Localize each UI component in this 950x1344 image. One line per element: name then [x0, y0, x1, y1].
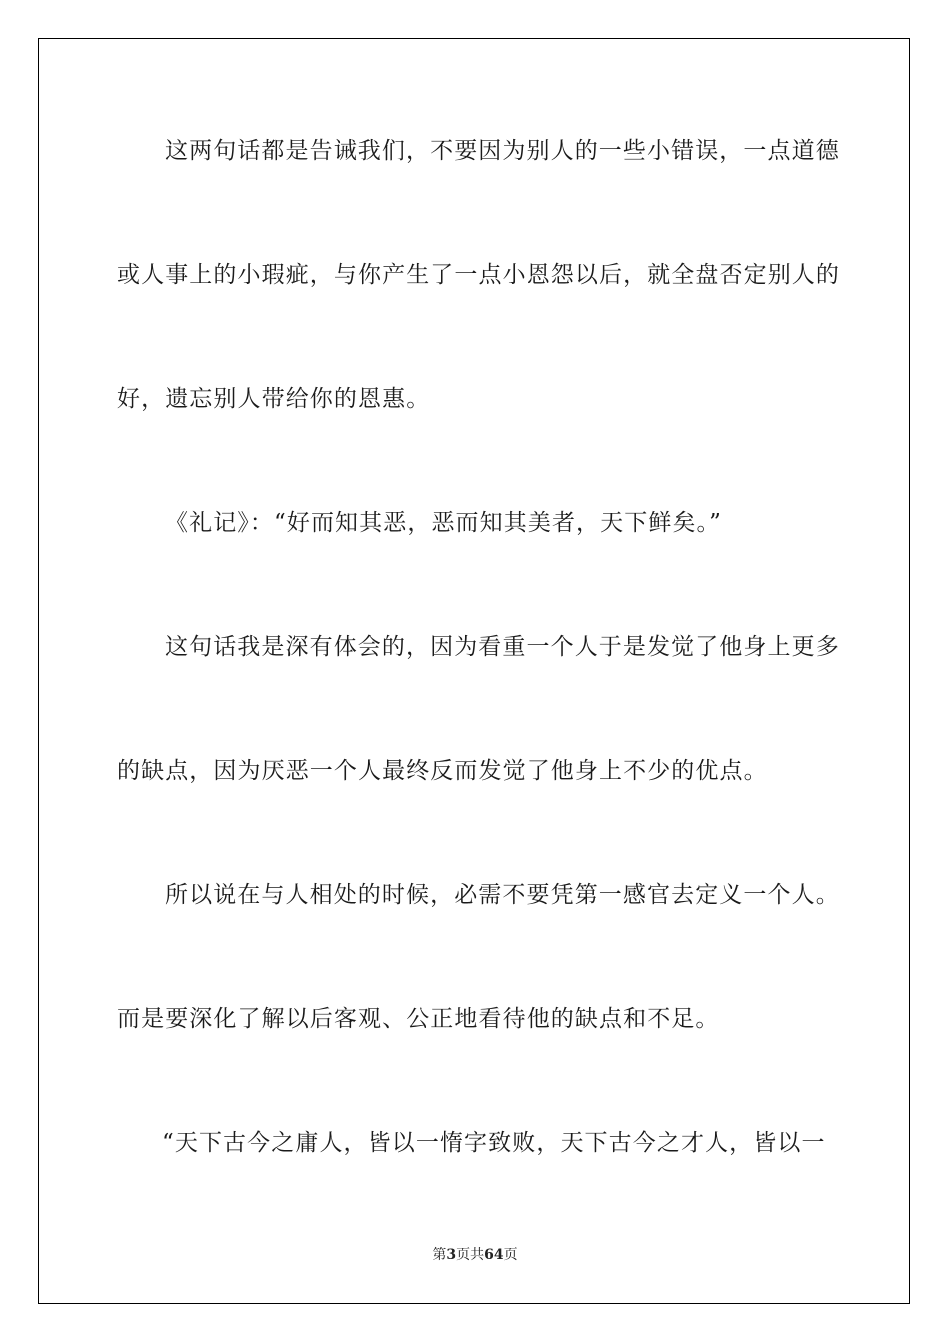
paragraph-line: 或人事上的小瑕疵，与你产生了一点小恩怨以后，就全盘否定别人的 [117, 262, 840, 288]
total-prefix: 共 [470, 1247, 485, 1263]
page-suffix: 页 [456, 1247, 471, 1263]
paragraph-line: 《礼记》：“好而知其恶，恶而知其美者，天下鲜矣。” [165, 510, 723, 536]
paragraph-line: 而是要深化了解以后客观、公正地看待他的缺点和不足。 [117, 1006, 720, 1032]
page-number: 3 [446, 1247, 457, 1263]
page-prefix: 第 [432, 1247, 447, 1263]
paragraph-line: 好，遗忘别人带给你的恩惠。 [117, 386, 431, 412]
paragraph-line: “天下古今之庸人，皆以一惰字致败，天下古今之才人，皆以一 [162, 1130, 826, 1156]
paragraph-line: 这句话我是深有体会的，因为看重一个人于是发觉了他身上更多 [165, 634, 840, 660]
paragraph-line: 这两句话都是告诫我们，不要因为别人的一些小错误，一点道德 [165, 138, 840, 164]
paragraph-line: 的缺点，因为厌恶一个人最终反而发觉了他身上不少的优点。 [117, 758, 768, 784]
total-suffix: 页 [503, 1247, 518, 1263]
paragraph-line: 所以说在与人相处的时候，必需不要凭第一感官去定义一个人。 [165, 882, 840, 908]
total-pages: 64 [484, 1247, 504, 1263]
page-footer [0, 1246, 950, 1264]
page-border [38, 38, 910, 1304]
